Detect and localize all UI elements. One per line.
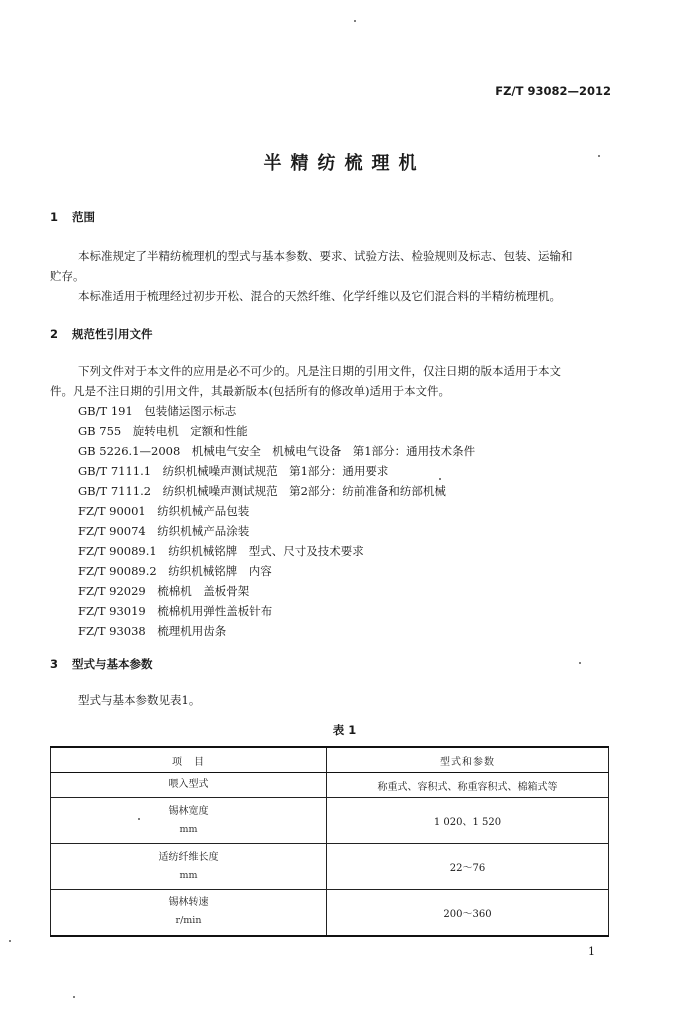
table-row	[51, 890, 609, 936]
row-value: 22～76	[327, 844, 609, 890]
references-intro-line-2: 件。凡是不注日期的引用文件，其最新版本(包括所有的修改单)适用于本文件。	[50, 384, 450, 398]
section-3-heading	[50, 656, 153, 672]
table-row	[51, 844, 609, 890]
header-item: 项 目	[51, 747, 327, 773]
section-number: 3	[50, 657, 59, 671]
item-label: 锡林转速	[168, 897, 209, 909]
section-title: 规范性引用文件	[72, 327, 153, 341]
reference-item: FZ/T 92029 梳棉机 盖板骨架	[78, 584, 250, 598]
reference-item: FZ/T 90089.1 纺织机械铭牌 型式、尺寸及技术要求	[78, 544, 364, 558]
reference-item: GB 5226.1—2008 机械电气安全 机械电气设备 第1部分：通用技术条件	[78, 444, 476, 458]
row-value: 1 020、1 520	[327, 798, 609, 844]
row-item	[51, 798, 327, 844]
row-value: 200～360	[327, 890, 609, 936]
reference-item: FZ/T 90089.2 纺织机械铭牌 内容	[78, 564, 272, 578]
references-intro-line-1: 下列文件对于本文件的应用是必不可少的。凡是注日期的引用文件，仅注日期的版本适用于本文	[78, 364, 561, 378]
row-item	[51, 773, 327, 798]
standard-code: FZ/T 93082—2012	[495, 84, 611, 98]
scan-speck	[439, 478, 441, 480]
header-value: 型式和参数	[327, 747, 609, 773]
scan-speck	[579, 662, 581, 664]
section-number: 1	[50, 210, 59, 224]
parameters-intro: 型式与基本参数见表1。	[78, 693, 201, 707]
reference-item: GB/T 191 包装储运图示标志	[78, 404, 237, 418]
document-title: 半精纺梳理机	[263, 153, 426, 174]
scan-speck	[598, 155, 600, 157]
scope-paragraph-1-line-2: 贮存。	[50, 269, 85, 283]
reference-item: FZ/T 90001 纺织机械产品包装	[78, 504, 250, 518]
table-row	[51, 773, 609, 798]
table-caption: 表 1	[332, 723, 357, 737]
page-number: 1	[588, 945, 595, 958]
item-label: 锡林宽度	[168, 805, 209, 817]
scan-speck	[354, 20, 356, 22]
row-value: 称重式、容积式、称重容积式、棉箱式等	[327, 773, 609, 798]
scope-paragraph-2: 本标准适用于梳理经过初步开松、混合的天然纤维、化学纤维以及它们混合料的半精纺梳理机。	[78, 289, 561, 303]
item-unit: mm	[179, 823, 198, 835]
item-unit: r/min	[175, 915, 202, 927]
reference-item: FZ/T 93038 梳理机用齿条	[78, 624, 227, 638]
table-row	[51, 798, 609, 844]
row-item	[51, 890, 327, 936]
scan-speck	[9, 940, 11, 942]
reference-item: FZ/T 93019 梳棉机用弹性盖板针布	[78, 604, 273, 618]
section-2-heading	[50, 326, 153, 342]
reference-item: FZ/T 90074 纺织机械产品涂装	[78, 524, 250, 538]
reference-item: GB/T 7111.1 纺织机械噪声测试规范 第1部分：通用要求	[78, 464, 389, 478]
table-header-row	[51, 747, 609, 773]
section-number: 2	[50, 327, 59, 341]
reference-item: GB/T 7111.2 纺织机械噪声测试规范 第2部分：纺前准备和纺部机械	[78, 484, 446, 498]
scan-speck	[138, 818, 140, 820]
item-label: 喂入型式	[168, 779, 209, 790]
scope-paragraph-1-line-1: 本标准规定了半精纺梳理机的型式与基本参数、要求、试验方法、检验规则及标志、包装、运输和	[78, 249, 573, 263]
item-unit: mm	[179, 869, 198, 881]
item-label: 适纺纤维长度	[158, 851, 219, 863]
section-1-heading	[50, 209, 95, 225]
section-title: 范围	[72, 210, 95, 224]
reference-item: GB 755 旋转电机 定额和性能	[78, 424, 248, 438]
section-title: 型式与基本参数	[72, 657, 153, 671]
scan-speck	[73, 996, 75, 998]
parameters-table	[50, 746, 609, 937]
row-item	[51, 844, 327, 890]
